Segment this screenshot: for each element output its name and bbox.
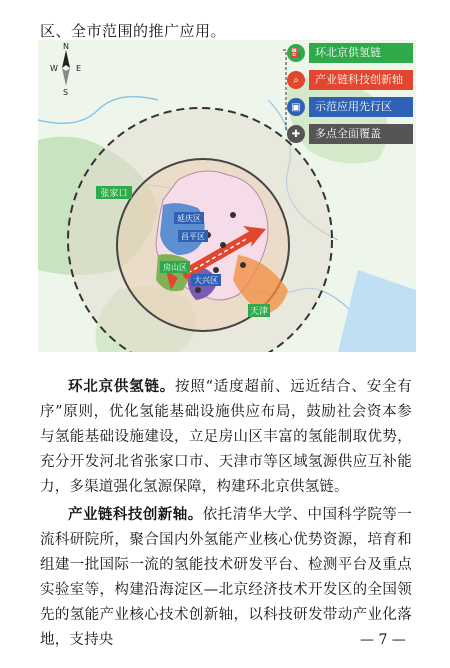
legend-item-innovation-axis: ⌕ 产业链科技创新轴 [287,69,413,91]
legend-item-demo-zone: ▣ 示范应用先行区 [287,96,413,118]
svg-text:大兴区: 大兴区 [194,276,218,285]
svg-text:W: W [50,64,58,73]
svg-text:天津: 天津 [249,307,269,317]
svg-text:N: N [63,42,69,51]
paragraph-innovation-axis [40,502,412,653]
car-icon: ▣ [287,98,305,116]
magnifier-icon: ⌕ [287,71,305,89]
svg-text:昌平区: 昌平区 [181,232,205,241]
map-label-tianjin [248,304,270,317]
paragraph-body: 依托清华大学、中国科学院等一流科研院所，聚合国内外氢能产业核心优势资源，培育和组建一批国际一流的氢能技术研发平台、检测平台及重点实验室等，构建沿海淀区—北京经济技术开发区的全国领先的氢能产业核心技术创新轴，以科技研发带动产业化落地，支持央 [40,507,412,648]
svg-text:延庆区: 延庆区 [177,214,201,223]
top-text-line: 区、全市范围的推广应用。 [40,22,227,40]
paragraph-supply-chain [40,374,412,500]
svg-text:E: E [76,64,82,73]
legend-item-coverage: ✚ 多点全面覆盖 [287,123,413,145]
map-label-zhangjiakou [96,186,132,199]
svg-text:房山区: 房山区 [163,263,187,272]
legend-item-supply-chain: ⛽ 环北京供氢链 [287,42,413,64]
svg-text:张家口: 张家口 [100,189,128,199]
paragraph-lead: 环北京供氢链。 [68,378,176,395]
map-label-daxing [191,274,221,286]
map-label-fangshan [160,261,190,273]
map-label-yanqing [174,212,204,224]
paragraph-body: 按照“适度超前、远近结合、安全有序”原则，优化氢能基础设施供应布局，鼓励社会资本参与氢能基础设施建设，立足房山区丰富的氢能制取优势，充分开发河北省张家口市、天津市等区域氢源供应互补能力，多渠道强化氢源保障，构建环北京供氢链。 [40,379,412,495]
svg-text:S: S [63,88,69,97]
map-label-changping [178,230,208,242]
fuel-pump-icon: ⛽ [287,44,305,62]
puzzle-icon: ✚ [287,125,305,143]
map-legend [287,42,413,150]
paragraph-lead: 产业链科技创新轴。 [68,506,203,523]
page-number: — 7 — [360,632,406,648]
